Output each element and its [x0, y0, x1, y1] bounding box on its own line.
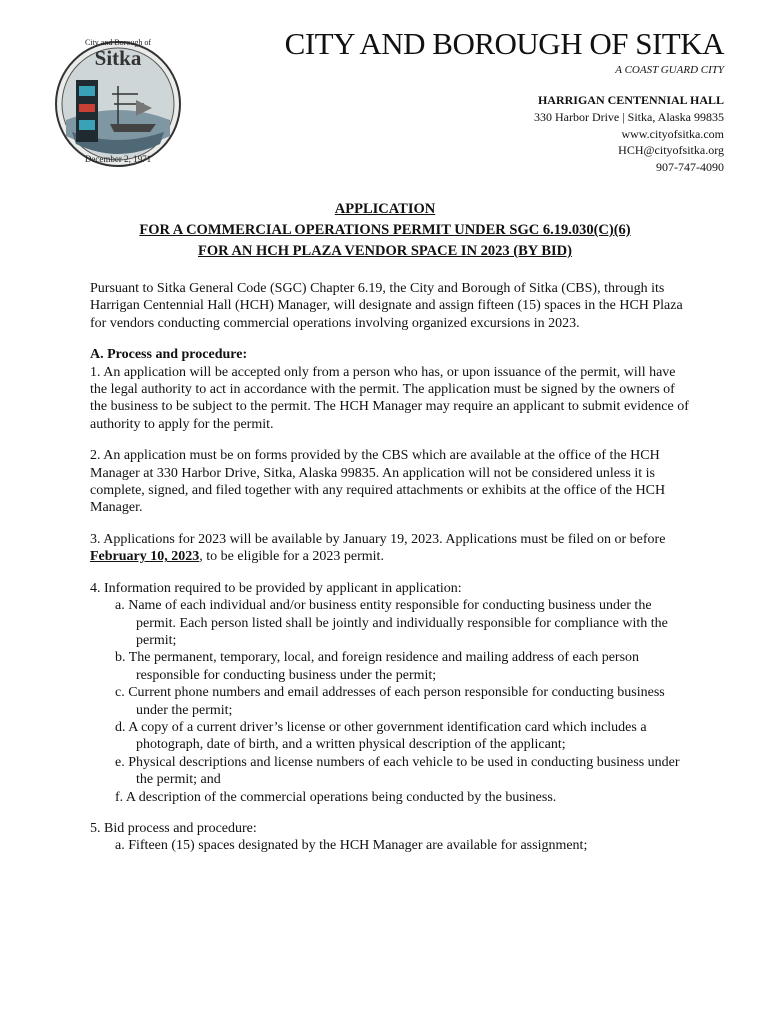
doc-heading-line-3: FOR AN HCH PLAZA VENDOR SPACE IN 2023 (BY BID)	[198, 243, 572, 259]
list-item: f. A description of the commercial operations being conducted by the business.	[115, 789, 557, 805]
item-5-text: 5. Bid process and procedure:	[90, 820, 257, 836]
seal-date-text: December 2, 1971	[84, 154, 152, 164]
section-a-item-3	[90, 531, 690, 566]
item-3-text: 3. Applications for 2023 will be available by January 19, 2023. Applications must be filed on or before	[90, 531, 666, 547]
doc-heading-line-1: APPLICATION	[334, 201, 436, 217]
city-seal-logo	[52, 28, 184, 180]
list-item: a. Fifteen (15) spaces designated by the HCH Manager are available for assignment;	[115, 838, 588, 854]
item-4-sublist	[90, 597, 690, 806]
list-item: e. Physical descriptions and license numbers of each vehicle to be used in conducting business under the permit; and	[115, 754, 680, 788]
section-a-title: A. Process and procedure:	[90, 347, 248, 363]
list-item: c. Current phone numbers and email addresses of each person responsible for conducting business under the permit;	[115, 685, 665, 718]
list-item: a. Name of each individual and/or business entity responsible for conducting business under the permit. Each person listed shall be jointly and individually responsible for compliance with the permit;	[115, 598, 668, 648]
filing-deadline: February 10, 2023	[90, 549, 200, 565]
seal-name-text: Sitka	[94, 46, 142, 70]
section-a	[90, 346, 690, 855]
item-5-sublist	[90, 837, 690, 854]
letterhead-email: HCH@cityofsitka.org	[618, 143, 724, 157]
letterhead-hall-name: HARRIGAN CENTENNIAL HALL	[537, 93, 724, 107]
list-item: d. A copy of a current driver’s license or other government identification card which includes a photograph, date of birth, and a written physical description of the applicant;	[115, 719, 647, 753]
intro-paragraph: Pursuant to Sitka General Code (SGC) Chapter 6.19, the City and Borough of Sitka (CBS), through its Harrigan Centennial Hall (HCH) Manager, will designate and assign fifteen (15) spaces in the HCH Plaza for vendors conducting commercial operations involving organized excursions in 2023.	[90, 281, 683, 331]
section-a-item-5	[90, 820, 690, 855]
list-item: b. The permanent, temporary, local, and foreign residence and mailing address of each person responsible for conducting business under the permit;	[115, 650, 640, 683]
document-body	[90, 280, 690, 855]
section-a-item-4	[90, 580, 690, 806]
item-3-text-end: , to be eligible for a 2023 permit.	[199, 549, 384, 565]
letterhead-title: CITY AND BOROUGH OF SITKA	[284, 26, 724, 61]
letterhead-subtitle: A COAST GUARD CITY	[615, 64, 724, 76]
seal-top-text: City and Borough of	[85, 38, 151, 47]
section-a-item-1: 1. An application will be accepted only from a person who has, or upon issuance of the permit, will have the legal authority to act in accordance with the permit. The application must be signed by the owners of the business to be subject to the permit. The HCH Manager may require an applicant to submit evidence of authority to apply for the permit.	[90, 364, 689, 432]
letterhead-phone: 907-747-4090	[656, 160, 724, 174]
item-4-text: 4. Information required to be provided by applicant in application:	[90, 580, 462, 596]
letterhead-address: 330 Harbor Drive | Sitka, Alaska 99835	[533, 110, 724, 124]
section-a-item-2: 2. An application must be on forms provided by the CBS which are available at the office of the HCH Manager at 330 Harbor Drive, Sitka, Alaska 99835. An application will not be considered unless it is complete, signed, and filed together with any required attachments or exhibits at the office of the HCH Manager.	[90, 448, 666, 516]
doc-heading-line-2: FOR A COMMERCIAL OPERATIONS PERMIT UNDER SGC 6.19.030(C)(6)	[139, 222, 631, 238]
letterhead-website: www.cityofsitka.com	[621, 127, 724, 141]
